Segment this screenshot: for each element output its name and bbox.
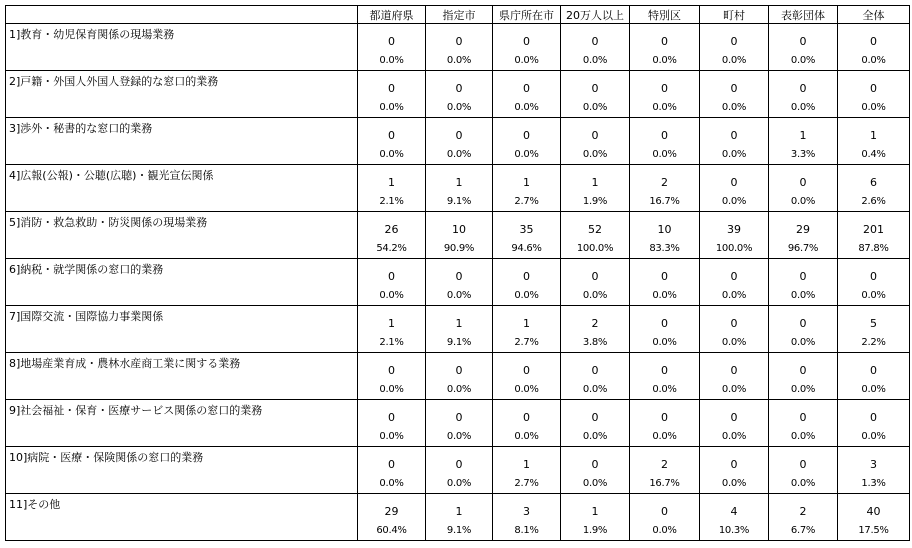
count-value: 1 <box>870 129 877 142</box>
count-value: 1 <box>455 176 463 189</box>
percent-value: 0.0% <box>721 149 747 160</box>
percent-value: 0.0% <box>379 149 404 160</box>
row-label: 9]社会福祉・保育・医療サービス関係の窓口的業務 <box>6 400 358 447</box>
percent-value: 0.0% <box>721 478 747 489</box>
percent-value: 0.0% <box>721 55 747 66</box>
value-cell <box>358 447 426 494</box>
count-value: 52 <box>588 223 602 236</box>
percent-value: 87.8% <box>858 243 889 254</box>
value-cell <box>700 259 769 306</box>
percent-value: 96.7% <box>787 243 819 254</box>
count-value: 0 <box>799 317 807 330</box>
row-label: 11]その他 <box>6 494 358 541</box>
percent-value: 2.7% <box>514 478 539 489</box>
value-cell <box>493 24 561 71</box>
count-value: 1 <box>388 317 395 330</box>
value-cell <box>561 118 630 165</box>
count-value: 0 <box>523 35 530 48</box>
percent-value: 0.0% <box>721 102 747 113</box>
table-row <box>6 212 910 259</box>
count-value: 2 <box>591 317 599 330</box>
percent-value: 0.0% <box>790 55 816 66</box>
value-cell <box>838 71 910 118</box>
value-cell <box>561 259 630 306</box>
value-cell <box>700 400 769 447</box>
value-cell <box>358 306 426 353</box>
count-value: 0 <box>870 82 877 95</box>
value-cell <box>838 212 910 259</box>
percent-value: 9.1% <box>446 337 472 348</box>
value-cell <box>493 118 561 165</box>
count-value: 3 <box>523 505 530 518</box>
value-cell <box>769 24 838 71</box>
count-value: 0 <box>388 129 395 142</box>
count-value: 1 <box>388 176 395 189</box>
count-value: 0 <box>591 270 599 283</box>
value-cell <box>493 494 561 541</box>
percent-value: 0.0% <box>790 290 816 301</box>
count-value: 0 <box>388 82 395 95</box>
count-value: 1 <box>591 176 599 189</box>
value-cell <box>561 400 630 447</box>
percent-value: 2.7% <box>514 337 539 348</box>
count-value: 0 <box>730 129 738 142</box>
count-value: 0 <box>591 458 599 471</box>
count-value: 0 <box>870 35 877 48</box>
table-row <box>6 118 910 165</box>
percent-value: 0.0% <box>790 431 816 442</box>
percent-value: 0.0% <box>652 337 677 348</box>
percent-value: 0.0% <box>721 196 747 207</box>
count-value: 0 <box>523 364 530 377</box>
percent-value: 10.3% <box>718 525 750 536</box>
percent-value: 0.0% <box>582 102 608 113</box>
count-value: 10 <box>657 223 672 236</box>
count-value: 0 <box>870 364 877 377</box>
value-cell <box>493 71 561 118</box>
value-cell <box>358 400 426 447</box>
count-value: 0 <box>455 129 463 142</box>
value-cell <box>561 165 630 212</box>
table-row <box>6 400 910 447</box>
value-cell <box>426 447 493 494</box>
table-row <box>6 306 910 353</box>
percent-value: 16.7% <box>649 478 680 489</box>
percent-value: 3.8% <box>582 337 608 348</box>
percent-value: 2.1% <box>379 196 404 207</box>
percent-value: 1.9% <box>582 525 608 536</box>
count-value: 0 <box>661 270 668 283</box>
percent-value: 0.0% <box>446 290 472 301</box>
value-cell <box>700 165 769 212</box>
percent-value: 17.5% <box>858 525 889 536</box>
value-cell <box>838 24 910 71</box>
value-cell <box>769 118 838 165</box>
count-value: 1 <box>523 458 530 471</box>
percent-value: 0.0% <box>582 149 608 160</box>
value-cell <box>630 447 700 494</box>
row-label: 2]戸籍・外国人外国人登録的な窓口的業務 <box>6 71 358 118</box>
value-cell <box>838 118 910 165</box>
value-cell <box>561 212 630 259</box>
count-value: 0 <box>730 364 738 377</box>
percent-value: 3.3% <box>790 149 816 160</box>
count-value: 0 <box>455 270 463 283</box>
value-cell <box>358 24 426 71</box>
percent-value: 0.0% <box>652 384 677 395</box>
count-value: 0 <box>523 411 530 424</box>
percent-value: 0.0% <box>582 55 608 66</box>
value-cell <box>769 447 838 494</box>
count-value: 0 <box>730 458 738 471</box>
row-label: 6]納税・就学関係の窓口的業務 <box>6 259 358 306</box>
value-cell <box>838 353 910 400</box>
percent-value: 0.0% <box>721 337 747 348</box>
count-value: 1 <box>523 317 530 330</box>
value-cell <box>426 118 493 165</box>
percent-value: 0.0% <box>514 431 539 442</box>
column-header: 都道府県 <box>358 6 426 24</box>
count-value: 0 <box>661 317 668 330</box>
percent-value: 0.0% <box>582 290 608 301</box>
percent-value: 0.0% <box>790 196 816 207</box>
percent-value: 0.0% <box>446 478 472 489</box>
count-value: 0 <box>661 35 668 48</box>
percent-value: 1.9% <box>582 196 608 207</box>
count-value: 29 <box>384 505 399 518</box>
value-cell <box>700 24 769 71</box>
count-value: 35 <box>519 223 534 236</box>
count-value: 0 <box>730 82 738 95</box>
percent-value: 2.1% <box>379 337 404 348</box>
percent-value: 0.0% <box>514 149 539 160</box>
value-cell <box>630 306 700 353</box>
percent-value: 0.0% <box>861 102 886 113</box>
percent-value: 0.0% <box>582 384 608 395</box>
count-value: 2 <box>799 505 807 518</box>
value-cell <box>700 212 769 259</box>
count-value: 0 <box>591 129 599 142</box>
percent-value: 9.1% <box>446 525 472 536</box>
value-cell <box>630 212 700 259</box>
count-value: 0 <box>799 364 807 377</box>
column-header: 指定市 <box>426 6 493 24</box>
percent-value: 9.1% <box>446 196 472 207</box>
count-value: 3 <box>870 458 877 471</box>
percent-value: 54.2% <box>376 243 407 254</box>
table-row <box>6 259 910 306</box>
count-value: 0 <box>730 176 738 189</box>
count-value: 0 <box>523 129 530 142</box>
value-cell <box>561 71 630 118</box>
count-value: 10 <box>452 223 466 236</box>
percent-value: 0.0% <box>514 102 539 113</box>
value-cell <box>769 494 838 541</box>
value-cell <box>630 259 700 306</box>
percent-value: 0.0% <box>446 102 472 113</box>
value-cell <box>630 165 700 212</box>
percent-value: 0.0% <box>514 55 539 66</box>
count-value: 2 <box>661 176 668 189</box>
percent-value: 0.0% <box>790 102 816 113</box>
count-value: 0 <box>730 270 738 283</box>
count-value: 0 <box>730 317 738 330</box>
corner-cell <box>6 6 358 24</box>
value-cell <box>358 259 426 306</box>
count-value: 0 <box>591 35 599 48</box>
percent-value: 0.0% <box>790 384 816 395</box>
value-cell <box>630 71 700 118</box>
value-cell <box>769 259 838 306</box>
value-cell <box>630 24 700 71</box>
count-value: 0 <box>661 505 668 518</box>
value-cell <box>358 165 426 212</box>
count-value: 2 <box>661 458 668 471</box>
table-row <box>6 494 910 541</box>
count-value: 40 <box>866 505 881 518</box>
count-value: 0 <box>523 270 530 283</box>
percent-value: 60.4% <box>376 525 407 536</box>
column-header: 全体 <box>838 6 910 24</box>
value-cell <box>426 165 493 212</box>
value-cell <box>561 494 630 541</box>
percent-value: 100.0% <box>576 243 614 254</box>
table-row <box>6 353 910 400</box>
value-cell <box>426 71 493 118</box>
percent-value: 0.0% <box>861 384 886 395</box>
count-value: 0 <box>799 458 807 471</box>
value-cell <box>630 353 700 400</box>
percent-value: 0.4% <box>861 149 886 160</box>
value-cell <box>493 212 561 259</box>
percent-value: 0.0% <box>861 55 886 66</box>
count-value: 0 <box>661 82 668 95</box>
row-label: 1]教育・幼児保育関係の現場業務 <box>6 24 358 71</box>
value-cell <box>426 259 493 306</box>
percent-value: 0.0% <box>446 431 472 442</box>
percent-value: 0.0% <box>379 55 404 66</box>
count-value: 0 <box>799 35 807 48</box>
count-value: 0 <box>870 270 877 283</box>
percent-value: 0.0% <box>790 337 816 348</box>
value-cell <box>838 494 910 541</box>
value-cell <box>493 165 561 212</box>
value-cell <box>426 353 493 400</box>
count-value: 1 <box>455 505 463 518</box>
percent-value: 0.0% <box>721 384 747 395</box>
count-value: 1 <box>523 176 530 189</box>
value-cell <box>630 494 700 541</box>
row-label: 7]国際交流・国際協力事業関係 <box>6 306 358 353</box>
value-cell <box>426 24 493 71</box>
percent-value: 0.0% <box>652 55 677 66</box>
count-value: 0 <box>455 411 463 424</box>
percent-value: 0.0% <box>721 431 747 442</box>
percent-value: 0.0% <box>446 55 472 66</box>
percent-value: 0.0% <box>379 478 404 489</box>
count-value: 0 <box>661 364 668 377</box>
column-header: 表彰団体 <box>769 6 838 24</box>
value-cell <box>561 353 630 400</box>
column-header: 特別区 <box>630 6 700 24</box>
value-cell <box>630 400 700 447</box>
column-header: 町村 <box>700 6 769 24</box>
value-cell <box>700 306 769 353</box>
count-value: 0 <box>388 458 395 471</box>
value-cell <box>838 165 910 212</box>
value-cell <box>358 212 426 259</box>
header-row <box>6 6 910 24</box>
value-cell <box>769 306 838 353</box>
table-body <box>6 24 910 541</box>
percent-value: 0.0% <box>652 290 677 301</box>
value-cell <box>700 447 769 494</box>
count-value: 0 <box>730 411 738 424</box>
value-cell <box>426 400 493 447</box>
value-cell <box>358 494 426 541</box>
count-value: 0 <box>591 82 599 95</box>
value-cell <box>700 118 769 165</box>
percent-value: 2.7% <box>514 196 539 207</box>
row-label: 4]広報(公報)・公聴(広聴)・観光宣伝関係 <box>6 165 358 212</box>
percent-value: 0.0% <box>379 384 404 395</box>
percent-value: 90.9% <box>443 243 475 254</box>
value-cell <box>700 494 769 541</box>
count-value: 1 <box>455 317 463 330</box>
row-label: 5]消防・救急救助・防災関係の現場業務 <box>6 212 358 259</box>
percent-value: 0.0% <box>446 149 472 160</box>
percent-value: 0.0% <box>379 290 404 301</box>
column-header: 県庁所在市 <box>493 6 561 24</box>
table-row <box>6 71 910 118</box>
count-value: 0 <box>870 411 877 424</box>
count-value: 0 <box>591 364 599 377</box>
count-value: 0 <box>523 82 530 95</box>
percent-value: 8.1% <box>514 525 539 536</box>
count-value: 0 <box>799 411 807 424</box>
count-value: 0 <box>661 411 668 424</box>
table-row <box>6 165 910 212</box>
column-header: 20万人以上 <box>561 6 630 24</box>
count-value: 0 <box>591 411 599 424</box>
percent-value: 0.0% <box>652 149 677 160</box>
value-cell <box>769 165 838 212</box>
value-cell <box>769 353 838 400</box>
count-value: 1 <box>591 505 599 518</box>
count-value: 26 <box>384 223 399 236</box>
count-value: 0 <box>388 35 395 48</box>
value-cell <box>561 447 630 494</box>
value-cell <box>838 306 910 353</box>
percent-value: 6.7% <box>790 525 816 536</box>
count-value: 0 <box>799 176 807 189</box>
percent-value: 0.0% <box>652 431 677 442</box>
value-cell <box>358 71 426 118</box>
percent-value: 0.0% <box>652 525 677 536</box>
percent-value: 0.0% <box>446 384 472 395</box>
value-cell <box>769 212 838 259</box>
count-value: 5 <box>870 317 877 330</box>
value-cell <box>426 306 493 353</box>
percent-value: 0.0% <box>514 290 539 301</box>
count-value: 0 <box>799 270 807 283</box>
value-cell <box>561 24 630 71</box>
count-value: 0 <box>455 82 463 95</box>
table-row <box>6 447 910 494</box>
value-cell <box>358 118 426 165</box>
percent-value: 0.0% <box>582 478 608 489</box>
percent-value: 100.0% <box>715 243 753 254</box>
percent-value: 0.0% <box>379 102 404 113</box>
percent-value: 94.6% <box>511 243 542 254</box>
table-row <box>6 24 910 71</box>
value-cell <box>426 494 493 541</box>
percent-value: 0.0% <box>379 431 404 442</box>
value-cell <box>493 259 561 306</box>
value-cell <box>838 447 910 494</box>
percent-value: 2.6% <box>861 196 886 207</box>
percent-value: 0.0% <box>861 431 886 442</box>
count-value: 0 <box>730 35 738 48</box>
percent-value: 0.0% <box>721 290 747 301</box>
value-cell <box>561 306 630 353</box>
percent-value: 1.3% <box>861 478 886 489</box>
count-value: 0 <box>455 364 463 377</box>
count-value: 0 <box>661 129 668 142</box>
count-value: 0 <box>388 270 395 283</box>
value-cell <box>769 71 838 118</box>
count-value: 0 <box>455 458 463 471</box>
count-value: 1 <box>799 129 807 142</box>
percent-value: 0.0% <box>861 290 886 301</box>
value-cell <box>493 306 561 353</box>
count-value: 6 <box>870 176 877 189</box>
percent-value: 2.2% <box>861 337 886 348</box>
data-table <box>5 5 910 541</box>
count-value: 0 <box>388 364 395 377</box>
percent-value: 16.7% <box>649 196 680 207</box>
value-cell <box>700 71 769 118</box>
percent-value: 0.0% <box>652 102 677 113</box>
value-cell <box>426 212 493 259</box>
count-value: 0 <box>799 82 807 95</box>
percent-value: 0.0% <box>582 431 608 442</box>
value-cell <box>838 259 910 306</box>
percent-value: 83.3% <box>649 243 680 254</box>
value-cell <box>493 353 561 400</box>
value-cell <box>630 118 700 165</box>
value-cell <box>493 400 561 447</box>
percent-value: 0.0% <box>790 478 816 489</box>
row-label: 10]病院・医療・保険関係の窓口的業務 <box>6 447 358 494</box>
value-cell <box>769 400 838 447</box>
count-value: 0 <box>455 35 463 48</box>
value-cell <box>700 353 769 400</box>
value-cell <box>493 447 561 494</box>
percent-value: 0.0% <box>514 384 539 395</box>
value-cell <box>358 353 426 400</box>
count-value: 0 <box>388 411 395 424</box>
count-value: 39 <box>727 223 741 236</box>
count-value: 4 <box>730 505 738 518</box>
row-label: 8]地場産業育成・農林水産商工業に関する業務 <box>6 353 358 400</box>
count-value: 201 <box>863 223 884 236</box>
row-label: 3]渉外・秘書的な窓口的業務 <box>6 118 358 165</box>
value-cell <box>838 400 910 447</box>
count-value: 29 <box>796 223 810 236</box>
